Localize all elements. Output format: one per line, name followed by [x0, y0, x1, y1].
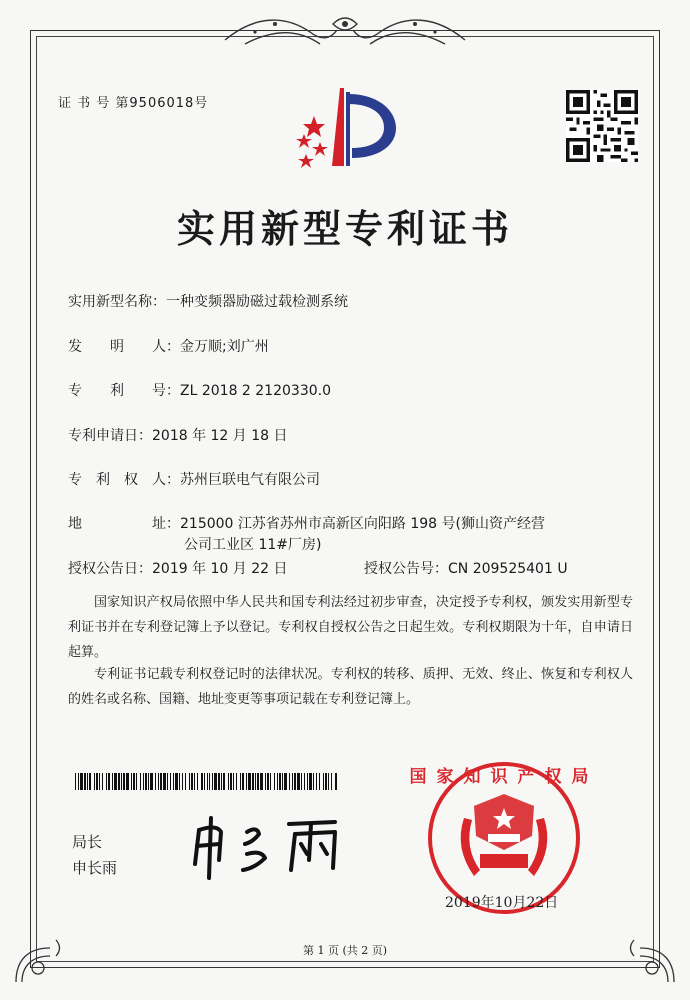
field-label: 专 利 权 人： — [68, 472, 180, 488]
qr-code — [566, 90, 638, 162]
bottom-right-ornament — [622, 930, 682, 990]
field-address — [68, 513, 545, 533]
bottom-left-ornament — [8, 930, 68, 990]
field-value: 一种变频器励磁过载检测系统 — [166, 294, 348, 310]
director-name: 申长雨 — [72, 859, 118, 877]
field-label: 专利申请日： — [68, 428, 152, 444]
legal-paragraph-1: 国家知识产权局依照中华人民共和国专利法经过初步审查，决定授予专利权，颁发实用新型专利证书并在专利登记簿上予以登记。专利权自授权公告之日起生效。专利权期限为十年，自申请日起算。 — [68, 595, 633, 660]
field-value: 2019 年 10 月 22 日 — [152, 561, 288, 577]
field-value: ZL 2018 2 2120330.0 — [180, 383, 331, 399]
barcode — [75, 773, 337, 790]
field-address-line2: 公司工业区 11#厂房) — [184, 537, 322, 553]
seal-text: 国家知识产权局 — [409, 767, 599, 787]
field-label: 专 利 号： — [68, 383, 180, 399]
announcement-date — [68, 558, 288, 578]
field-application-date — [68, 425, 288, 445]
announcement-number — [364, 558, 568, 578]
certificate-number: 证 书 号 第9506018号 — [58, 96, 209, 111]
field-value: 苏州巨联电气有限公司 — [180, 472, 320, 488]
field-patentee — [68, 469, 320, 489]
director-title: 局长 — [72, 833, 103, 851]
page-footer: 第 1 页 (共 2 页) — [302, 944, 388, 957]
certificate-title: 实用新型专利证书 — [176, 206, 513, 251]
patent-office-logo — [292, 84, 404, 170]
field-label: 授权公告号： — [364, 561, 448, 577]
barcode-bar — [335, 773, 337, 790]
field-utility-model-name — [68, 291, 348, 311]
field-label: 实用新型名称： — [68, 294, 166, 310]
field-value: 215000 江苏省苏州市高新区向阳路 198 号(狮山资产经营 — [180, 516, 545, 532]
top-ornament — [215, 10, 475, 54]
field-inventor — [68, 336, 269, 356]
seal-date: 2019年10月22日 — [445, 895, 559, 911]
field-patent-number — [68, 380, 331, 400]
field-value: 金万顺;刘广州 — [180, 339, 269, 355]
field-value: CN 209525401 U — [448, 561, 568, 577]
field-label: 发 明 人： — [68, 339, 180, 355]
legal-paragraph-2: 专利证书记载专利权登记时的法律状况。专利权的转移、质押、无效、终止、恢复和专利权人的姓名或名称、国籍、地址变更等事项记载在专利登记簿上。 — [68, 667, 633, 707]
field-value: 2018 年 12 月 18 日 — [152, 428, 288, 444]
handwritten-signature — [185, 812, 360, 882]
field-label: 地 址： — [68, 516, 180, 532]
field-label: 授权公告日： — [68, 561, 152, 577]
